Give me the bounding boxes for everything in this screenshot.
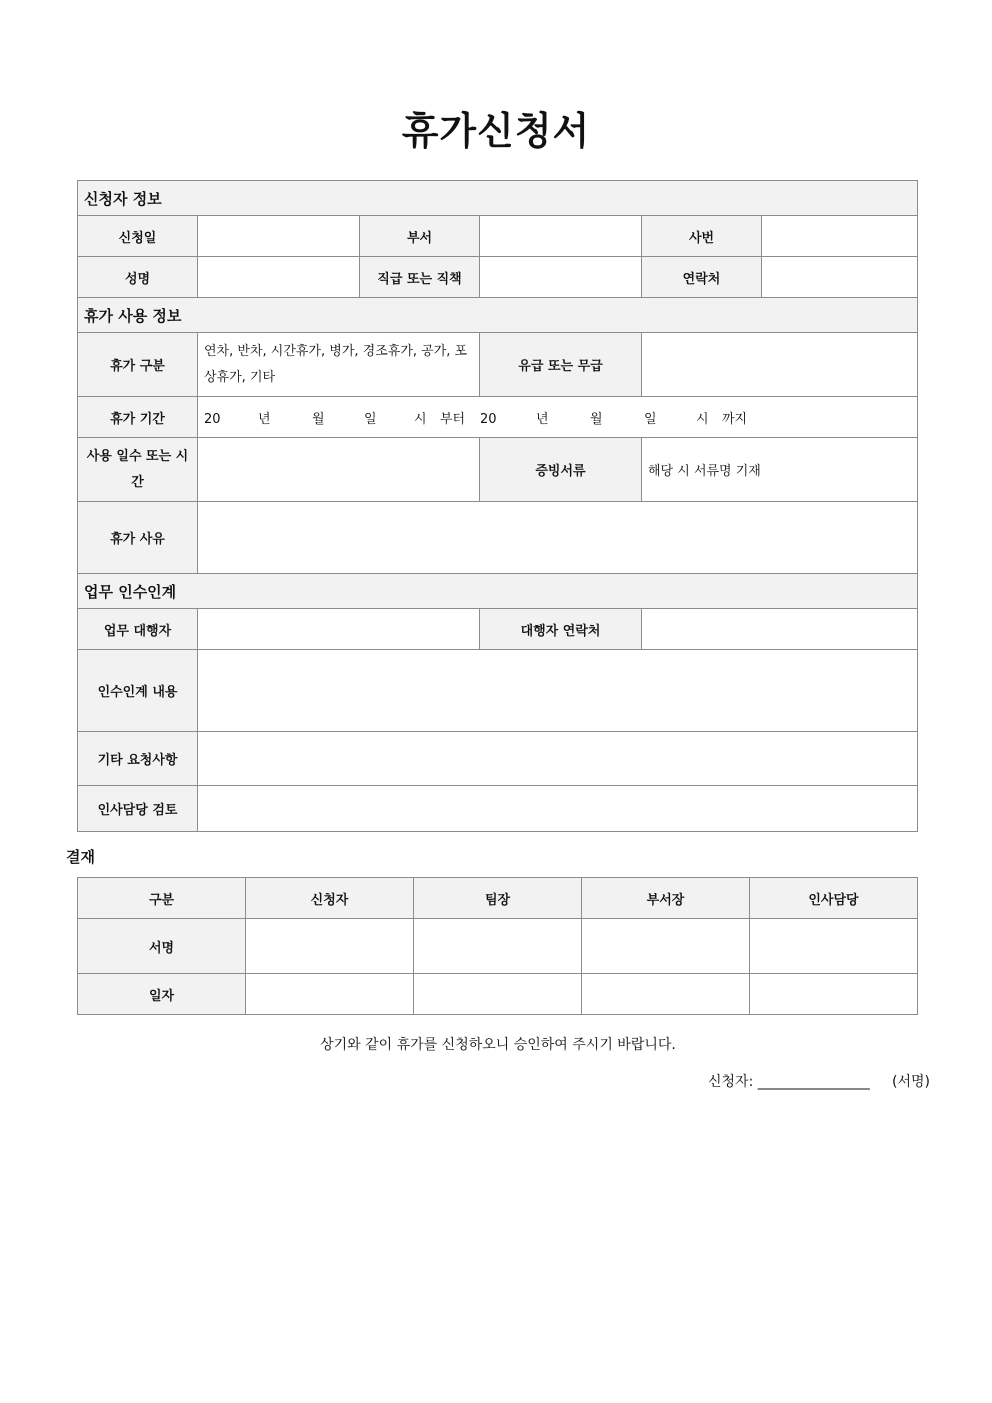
leave-application-table	[77, 180, 918, 832]
document-title: 휴가신청서	[401, 109, 591, 153]
period-start-hour-unit: 시	[414, 411, 427, 427]
period-from-word: 부터	[440, 411, 466, 427]
contact-field[interactable]	[762, 257, 918, 298]
signature-label: 신청자:	[708, 1074, 754, 1090]
leave-reason-label: 휴가 사유	[78, 502, 198, 574]
other-requests-field[interactable]	[198, 732, 918, 786]
handover-content-field[interactable]	[198, 650, 918, 732]
leave-period-field[interactable]	[198, 397, 918, 438]
deputy-contact-field[interactable]	[642, 609, 918, 650]
approval-row-date: 일자	[78, 974, 246, 1015]
hr-review-label: 인사담당 검토	[78, 786, 198, 832]
rank-field[interactable]	[480, 257, 642, 298]
signature-suffix: (서명)	[892, 1074, 930, 1090]
leave-reason-field[interactable]	[198, 502, 918, 574]
handover-content-label: 인수인계 내용	[78, 650, 198, 732]
date-cell-dept-head[interactable]	[582, 974, 750, 1015]
date-cell-applicant[interactable]	[246, 974, 414, 1015]
leave-type-label: 휴가 구분	[78, 333, 198, 397]
approval-col-hr: 인사담당	[750, 878, 918, 919]
paid-unpaid-label: 유급 또는 무급	[480, 333, 642, 397]
period-start-year-prefix: 20	[204, 411, 221, 427]
period-start-year-unit: 년	[258, 411, 271, 427]
approval-col-category: 구분	[78, 878, 246, 919]
other-requests-label: 기타 요청사항	[78, 732, 198, 786]
employee-number-label: 사번	[642, 216, 762, 257]
signature-cell-team-leader[interactable]	[414, 919, 582, 974]
days-used-field[interactable]	[198, 438, 480, 502]
section-applicant-info: 신청자 정보	[78, 181, 918, 216]
contact-label: 연락처	[642, 257, 762, 298]
signature-cell-hr[interactable]	[750, 919, 918, 974]
applicant-signature-line	[708, 1071, 930, 1091]
deputy-contact-label: 대행자 연락처	[480, 609, 642, 650]
deputy-field[interactable]	[198, 609, 480, 650]
period-end-hour-unit: 시	[696, 411, 709, 427]
leave-type-field[interactable]: 연차, 반차, 시간휴가, 병가, 경조휴가, 공가, 포상휴가, 기타	[198, 333, 480, 397]
approval-col-applicant: 신청자	[246, 878, 414, 919]
date-cell-hr[interactable]	[750, 974, 918, 1015]
leave-period-label: 휴가 기간	[78, 397, 198, 438]
rank-label: 직급 또는 직책	[360, 257, 480, 298]
period-end-day-unit: 일	[644, 411, 657, 427]
paid-unpaid-field[interactable]	[642, 333, 918, 397]
approval-table	[77, 877, 918, 1015]
approval-col-dept-head: 부서장	[582, 878, 750, 919]
name-field[interactable]	[198, 257, 360, 298]
hr-review-field[interactable]	[198, 786, 918, 832]
name-label: 성명	[78, 257, 198, 298]
period-end-year-prefix: 20	[480, 411, 497, 427]
date-cell-team-leader[interactable]	[414, 974, 582, 1015]
application-date-label: 신청일	[78, 216, 198, 257]
application-date-field[interactable]	[198, 216, 360, 257]
employee-number-field[interactable]	[762, 216, 918, 257]
section-leave-info: 휴가 사용 정보	[78, 298, 918, 333]
approval-col-team-leader: 팀장	[414, 878, 582, 919]
period-to-word: 까지	[722, 411, 748, 427]
request-statement: 상기와 같이 휴가를 신청하오니 승인하여 주시기 바랍니다.	[320, 1037, 676, 1053]
department-label: 부서	[360, 216, 480, 257]
department-field[interactable]	[480, 216, 642, 257]
evidence-field[interactable]: 해당 시 서류명 기재	[642, 438, 918, 502]
approval-row-signature: 서명	[78, 919, 246, 974]
signature-cell-applicant[interactable]	[246, 919, 414, 974]
days-used-label: 사용 일수 또는 시간	[78, 438, 198, 502]
section-handover: 업무 인수인계	[78, 574, 918, 609]
deputy-label: 업무 대행자	[78, 609, 198, 650]
signature-cell-dept-head[interactable]	[582, 919, 750, 974]
period-end-year-unit: 년	[536, 411, 549, 427]
period-start-day-unit: 일	[364, 411, 377, 427]
signature-blank[interactable]: ________________	[757, 1074, 870, 1090]
period-end-month-unit: 월	[590, 411, 603, 427]
period-start-month-unit: 월	[312, 411, 325, 427]
evidence-label: 증빙서류	[480, 438, 642, 502]
approval-heading: 결재	[66, 848, 95, 866]
